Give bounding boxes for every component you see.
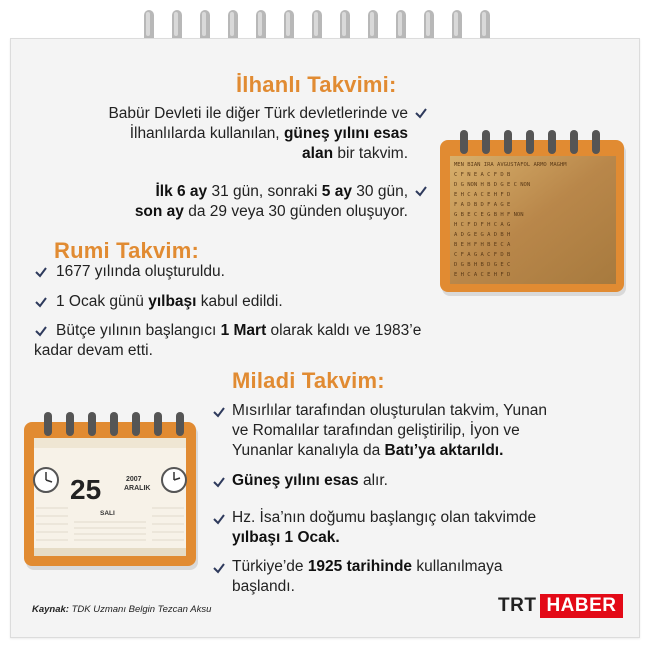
check-icon xyxy=(212,475,226,489)
miladi-heading: Miladi Takvim: xyxy=(232,368,385,393)
svg-text:G B E C E G B H F NON: G B E C E G B H F NON xyxy=(454,212,524,218)
text-span: Türkiye’de xyxy=(232,558,304,575)
svg-text:MEN BIAN IRA AVGUSTAFOL ARMO M: MEN BIAN IRA AVGUSTAFOL ARMO MAGHM xyxy=(454,162,567,168)
bold-text: yılbaşı 1 Ocak. xyxy=(232,529,340,546)
check-icon xyxy=(34,295,48,309)
svg-text:H C F D F H C A G: H C F D F H C A G xyxy=(454,222,511,228)
check-icon xyxy=(212,405,226,419)
source-text: TDK Uzmanı Belgin Tezcan Aksu xyxy=(71,604,212,615)
bold-text: İlk 6 ay xyxy=(155,183,208,200)
text-span: Yunanlar kanalıyla da xyxy=(232,442,381,459)
text-span: da 29 veya 30 günden oluşuyor. xyxy=(188,203,408,220)
svg-text:A D G E G A D B H: A D G E G A D B H xyxy=(454,232,511,238)
bold-text: yılbaşı xyxy=(148,293,197,310)
ilhanli-heading: İlhanlı Takvimi: xyxy=(236,72,397,97)
source-label: Kaynak: xyxy=(32,604,69,615)
bold-text: 1 Mart xyxy=(220,322,267,339)
calendar-weekday: SALI xyxy=(100,510,115,517)
svg-text:C F A G A C F D B: C F A G A C F D B xyxy=(454,252,511,258)
check-icon xyxy=(34,324,48,338)
rumi-item-3-cont: kadar devam etti. xyxy=(34,342,153,359)
svg-text:E H C A C E H F D: E H C A C E H F D xyxy=(454,272,511,278)
logo-trt: TRT xyxy=(498,595,537,616)
ilhanli-paragraph-2 xyxy=(36,182,408,222)
text-span: Bütçe yılının başlangıcı xyxy=(56,322,217,339)
rumi-heading: Rumi Takvim: xyxy=(54,238,200,263)
text-span: 1 Ocak günü xyxy=(56,293,144,310)
desk-calendar-image xyxy=(24,412,200,570)
text-span: kabul edildi. xyxy=(200,293,283,310)
text-span: alır. xyxy=(362,472,388,489)
check-icon xyxy=(34,265,48,279)
calendar-day: 25 xyxy=(70,474,102,505)
trt-haber-logo xyxy=(498,594,623,618)
check-icon xyxy=(212,561,226,575)
text-span: İlhanlılarda kullanılan, xyxy=(129,125,280,142)
svg-text:D G B H B D G E C: D G B H B D G E C xyxy=(454,262,511,268)
text-line xyxy=(232,528,632,548)
check-icon xyxy=(414,106,428,120)
rumi-item-3 xyxy=(56,321,556,341)
text-line: Babür Devleti ile diğer Türk devletlerinde ve xyxy=(108,105,408,122)
svg-text:B E H F H B E C A: B E H F H B E C A xyxy=(454,242,511,248)
miladi-item-1 xyxy=(232,401,632,461)
svg-text:F A D B D F A G E: F A D B D F A G E xyxy=(454,202,511,208)
check-icon xyxy=(414,184,428,198)
source-note xyxy=(32,604,211,615)
rumi-item-1: 1677 yılında oluşturuldu. xyxy=(56,263,225,280)
text-line: ve Romalılar tarafından geliştirilip, İyon ve xyxy=(232,422,520,439)
svg-text:C F N E A C F D B: C F N E A C F D B xyxy=(454,172,511,178)
bold-text: güneş yılını esas xyxy=(283,125,408,142)
text-line xyxy=(232,557,632,577)
text-span: olarak kaldı ve 1983’e xyxy=(270,322,422,339)
text-line xyxy=(36,182,408,202)
text-line xyxy=(36,202,408,222)
text-line: Mısırlılar tarafından oluşturulan takvim, Yunan xyxy=(232,402,548,419)
text-span: bir takvim. xyxy=(337,145,408,162)
calendar-year: 2007 xyxy=(126,476,142,483)
miladi-item-3 xyxy=(232,508,632,548)
bold-text: 5 ay xyxy=(321,183,352,200)
miladi-item-2 xyxy=(232,471,388,491)
rumi-item-2 xyxy=(56,292,283,312)
bold-text: Batı’ya aktarıldı. xyxy=(384,442,504,459)
text-span: 30 gün, xyxy=(356,183,408,200)
text-line: Hz. İsa’nın doğumu başlangıç olan takvimde xyxy=(232,509,537,526)
miladi-item-4 xyxy=(232,557,632,597)
text-line xyxy=(56,321,556,341)
svg-text:D G NON H B D G E C NO: D G NON H B D G E C NON xyxy=(454,182,531,188)
check-icon xyxy=(212,512,226,526)
text-line xyxy=(36,124,408,144)
bold-text: alan xyxy=(302,145,334,162)
bold-text: 1925 tarihinde xyxy=(307,558,413,575)
text-span: 31 gün, sonraki xyxy=(211,183,318,200)
text-line: başlandı. xyxy=(232,578,295,595)
bold-text: Güneş yılını esas xyxy=(232,472,359,489)
text-line xyxy=(232,441,632,461)
ilhanli-paragraph-1 xyxy=(36,104,408,164)
text-span: kullanılmaya xyxy=(416,558,503,575)
logo-haber: HABER xyxy=(540,594,622,618)
svg-text:E H C A C E H F D: E H C A C E H F D xyxy=(454,192,511,198)
ancient-calendar-image xyxy=(440,130,628,298)
text-line xyxy=(36,144,408,164)
bold-text: son ay xyxy=(134,203,184,220)
calendar-month: ARALIK xyxy=(124,485,151,492)
